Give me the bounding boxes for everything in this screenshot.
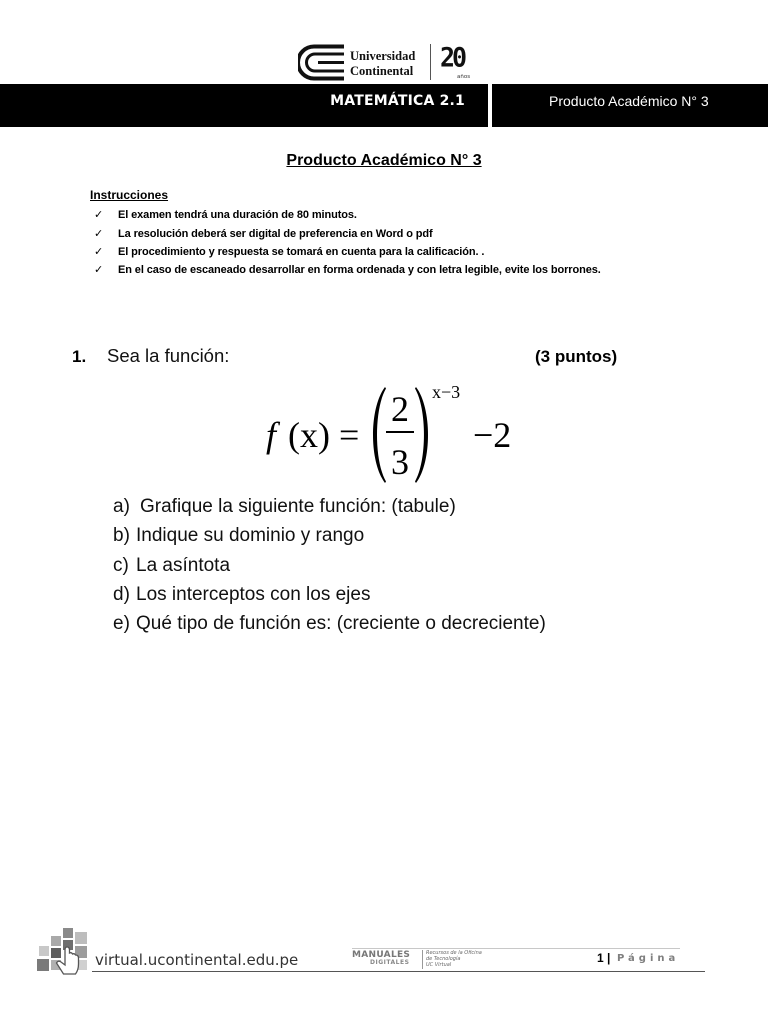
manuales-logo-divider <box>422 950 423 969</box>
sub-question-letter: c) <box>113 555 129 576</box>
question-prompt: Sea la función: <box>107 345 230 366</box>
instructions-heading: Instrucciones <box>90 188 169 202</box>
instruction-text: El examen tendrá una duración de 80 minutos. <box>118 209 357 221</box>
university-logo <box>298 44 478 84</box>
question-number: 1. <box>72 347 87 366</box>
sub-question-letter: e) <box>113 613 130 634</box>
page-separator: | <box>607 951 611 965</box>
checkmark-icon <box>94 263 103 277</box>
brand-name-line2: Continental <box>350 64 414 78</box>
page-label: Página <box>617 953 680 964</box>
formula-function-name: f <box>266 415 277 455</box>
page-title: Producto Académico N° 3 <box>286 152 482 169</box>
product-banner <box>492 84 768 127</box>
formula-exponent: x−3 <box>432 382 461 402</box>
formula-denominator: 3 <box>391 442 409 482</box>
instruction-item <box>94 208 694 224</box>
sub-question-text: Los interceptos con los ejes <box>136 584 371 605</box>
manuales-logo-line1: MANUALES <box>352 950 411 960</box>
course-title: MATEMÁTICA 2.1 <box>330 93 465 109</box>
checkmark-icon <box>94 208 103 222</box>
question-points: (3 puntos) <box>535 347 618 366</box>
sub-question-letter: d) <box>113 584 130 605</box>
course-banner <box>0 84 488 127</box>
footer-top-rule <box>352 948 680 949</box>
sub-question-letter: b) <box>113 525 130 546</box>
fraction-bar <box>386 431 414 433</box>
sub-question-item <box>113 584 673 608</box>
sub-question-text: La asíntota <box>136 555 231 576</box>
checkmark-icon <box>94 245 103 259</box>
formula-constant-term: −2 <box>473 415 512 455</box>
sub-question-item <box>113 525 673 549</box>
right-parenthesis <box>414 386 434 484</box>
checkmark-icon <box>94 227 103 241</box>
product-label: Producto Académico N° 3 <box>549 93 709 109</box>
function-formula <box>260 380 530 490</box>
sub-question-item <box>113 613 673 637</box>
sub-question-text: Qué tipo de función es: (creciente o decreciente) <box>136 613 546 634</box>
instruction-text: En el caso de escaneado desarrollar en forma ordenada y con letra legible, evite los borrones. <box>118 264 601 276</box>
left-parenthesis <box>367 386 387 484</box>
manuales-logo-tagline: de Tecnología <box>426 956 461 962</box>
footer-bottom-rule <box>92 971 705 972</box>
manuales-logo-tagline: UC Virtual <box>426 962 452 968</box>
instruction-text: La resolución deberá ser digital de preferencia en Word o pdf <box>118 228 433 240</box>
logo-divider <box>430 44 431 80</box>
manuales-logo-tagline: Recursos de la Oficina <box>426 950 482 956</box>
manuales-logo-line2: DIGITALES <box>370 959 410 966</box>
manuales-digitales-logo <box>352 950 482 972</box>
instruction-text: El procedimiento y respuesta se tomará en cuenta para la calificación. . <box>118 246 485 258</box>
touch-hand-puzzle-icon <box>37 928 91 978</box>
continental-c-logo-icon <box>298 44 346 81</box>
sub-question-letter: a) <box>113 496 130 517</box>
formula-equals: = <box>339 415 360 455</box>
anniversary-label: años <box>457 74 471 80</box>
sub-question-text: Indique su dominio y rango <box>136 525 365 546</box>
instruction-item <box>94 227 694 243</box>
footer-website: virtual.ucontinental.edu.pe <box>95 951 299 969</box>
page-number: 1 <box>597 951 604 965</box>
instruction-item <box>94 263 694 279</box>
formula-argument: (x) <box>288 415 330 455</box>
sub-question-item <box>113 555 673 579</box>
brand-name-line1: Universidad <box>350 49 416 63</box>
sub-question-item <box>113 496 673 520</box>
anniversary-number: 20 <box>440 42 465 73</box>
sub-question-text: Grafique la siguiente función: (tabule) <box>140 496 456 517</box>
formula-numerator: 2 <box>391 389 409 429</box>
instruction-item <box>94 245 694 261</box>
